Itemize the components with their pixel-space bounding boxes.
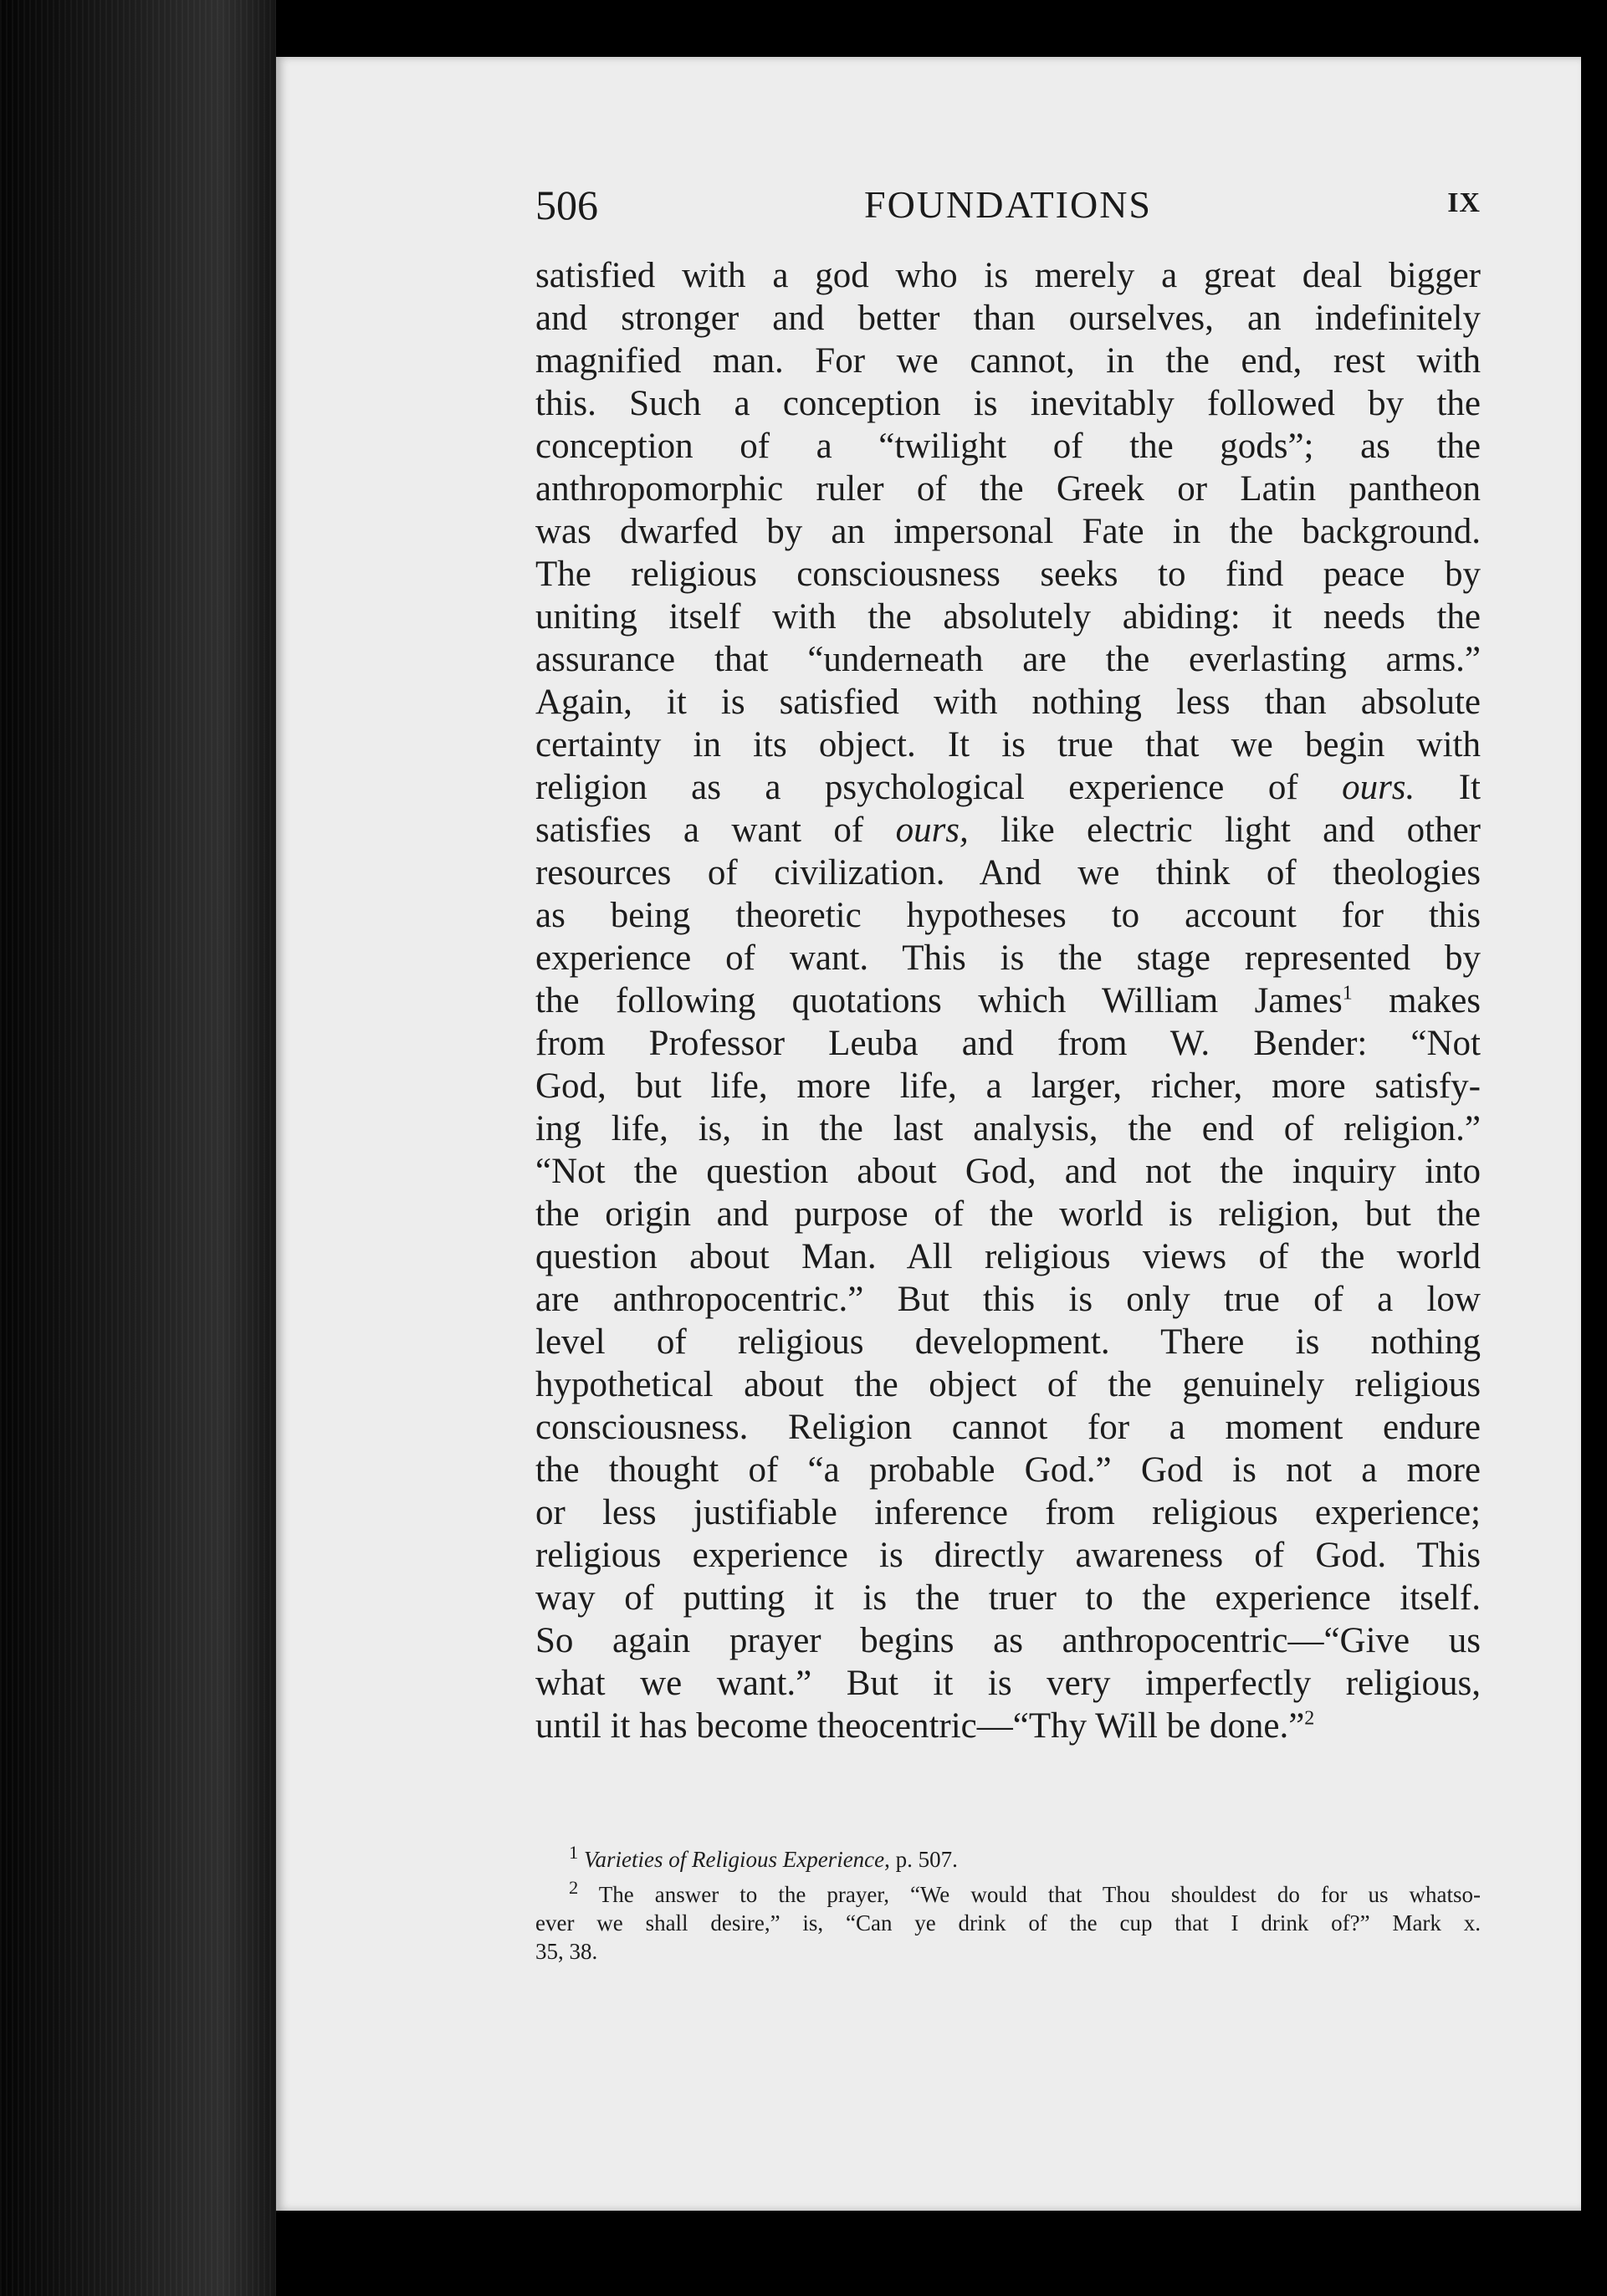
chapter-number: IX [1447, 187, 1481, 218]
book-page [276, 57, 1581, 2211]
footnote-2-cont: ever we shall desire,” is, “Can ye drink of the cup that I drink of?” Mark x. [535, 1910, 1481, 1935]
text-line: anthropomorphic ruler of the Greek or Latin pantheon [535, 469, 1481, 509]
text-line-with-footnote-ref [535, 1705, 1481, 1747]
text-line: are anthropocentric.” But this is only true of a low [535, 1280, 1481, 1319]
text-line: consciousness. Religion cannot for a moment endure [535, 1408, 1481, 1447]
footnote-2 [535, 1874, 1481, 1909]
text-line: level of religious development. There is nothing [535, 1322, 1481, 1362]
text-line: as being theoretic hypotheses to account for this [535, 896, 1481, 935]
text-line: the thought of “a probable God.” God is not a more [535, 1450, 1481, 1490]
text-line: religious experience is directly awareness of God. This [535, 1536, 1481, 1575]
text-segment: religion as a psychological experience of [535, 768, 1343, 807]
footnote-2-cont: 35, 38. [535, 1939, 598, 1964]
text-line: The religious consciousness seeks to find peace by [535, 555, 1481, 594]
running-head [535, 174, 1481, 249]
page-number: 506 [535, 182, 598, 228]
text-line: ing life, is, in the last analysis, the end of religion.” [535, 1109, 1481, 1148]
text-line: way of putting it is the truer to the experience itself. [535, 1578, 1481, 1618]
body-text [535, 254, 1481, 1747]
text-line: this. Such a conception is inevitably followed by the [535, 384, 1481, 423]
footnote-1 [535, 1838, 1481, 1874]
text-line: resources of civilization. And we think of theologies [535, 853, 1481, 892]
text-line-with-italic [535, 809, 1481, 851]
text-line-with-italic [535, 766, 1481, 809]
text-line: certainty in its object. It is true that we begin with [535, 725, 1481, 764]
text-segment: satisfies a want of [535, 811, 896, 850]
text-line: the origin and purpose of the world is religion, but the [535, 1194, 1481, 1234]
text-segment: the following quotations which William James [535, 981, 1343, 1020]
text-segment: like electric light and other [968, 811, 1481, 850]
text-line: was dwarfed by an impersonal Fate in the background. [535, 512, 1481, 551]
text-line: magnified man. For we cannot, in the end, rest with [535, 341, 1481, 381]
footnote-book-title: Varieties of Religious Experience [584, 1847, 885, 1872]
text-segment: makes [1389, 981, 1482, 1020]
text-line: satisfied with a god who is merely a great deal bigger [535, 256, 1481, 295]
text-line: experience of want. This is the stage represented by [535, 938, 1481, 978]
text-segment: until it has become theocentric—“Thy Will be done.” [535, 1706, 1305, 1746]
text-line: “Not the question about God, and not the inquiry into [535, 1152, 1481, 1191]
text-line: uniting itself with the absolutely abiding: it needs the [535, 597, 1481, 637]
text-line: what we want.” But it is very imperfectly religious, [535, 1664, 1481, 1703]
footnote-text: , p. 507. [884, 1847, 958, 1872]
text-line: or less justifiable inference from religious experience; [535, 1493, 1481, 1532]
text-line: Again, it is satisfied with nothing less than absolute [535, 683, 1481, 722]
footnote-mark: 2 [569, 1877, 579, 1898]
text-line: God, but life, more life, a larger, richer, more satisfy- [535, 1066, 1481, 1106]
footnote-ref-1[interactable]: 1 [1342, 982, 1353, 1005]
text-line: from Professor Leuba and from W. Bender: “Not [535, 1024, 1481, 1063]
text-line: question about Man. All religious views of the world [535, 1237, 1481, 1276]
footnotes [535, 1838, 1481, 1966]
running-title: FOUNDATIONS [863, 183, 1153, 226]
text-line: So again prayer begins as anthropocentric—“Give us [535, 1621, 1481, 1660]
footnote-ref-2[interactable]: 2 [1304, 1707, 1315, 1730]
text-line-with-footnote-ref [535, 979, 1481, 1022]
text-line: assurance that “underneath are the everlasting arms.” [535, 640, 1481, 679]
italic-word: ours, [895, 811, 969, 850]
text-line: and stronger and better than ourselves, an indefinitely [535, 299, 1481, 338]
text-line: hypothetical about the object of the genuinely religious [535, 1365, 1481, 1404]
footnote-mark: 1 [569, 1842, 579, 1863]
book-spine [0, 0, 276, 2296]
italic-word: ours. [1342, 768, 1415, 807]
text-line: conception of a “twilight of the gods”; as the [535, 427, 1481, 466]
text-segment: It [1415, 768, 1481, 807]
footnote-text: The answer to the prayer, “We would that Thou shouldest do for us whatso- [598, 1882, 1481, 1907]
